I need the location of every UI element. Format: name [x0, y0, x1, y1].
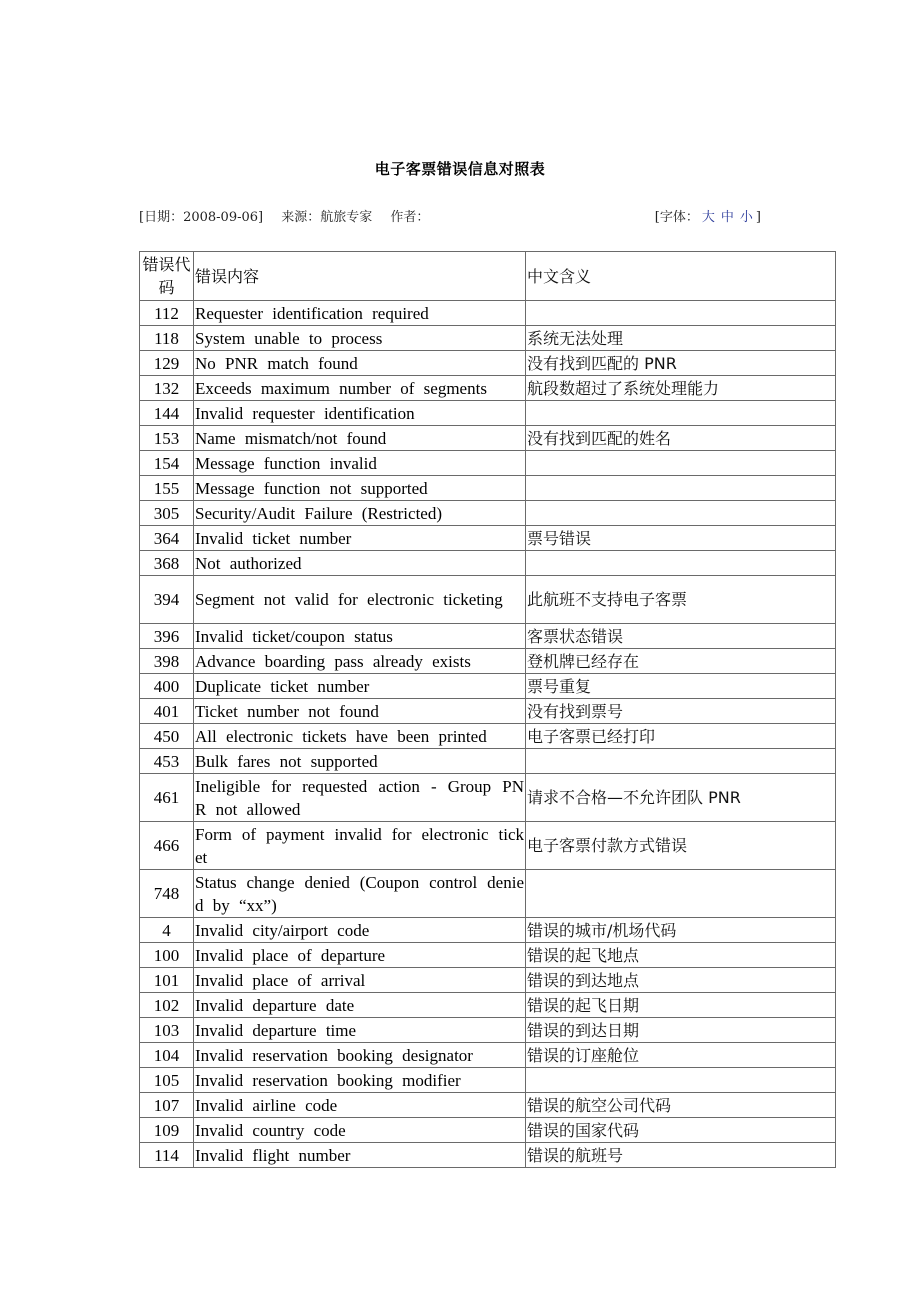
error-content-cell: Duplicate ticket number [194, 674, 526, 699]
error-code-cell: 394 [140, 576, 194, 624]
error-meaning-cell [526, 451, 836, 476]
error-code-cell: 368 [140, 551, 194, 576]
error-meaning-cell [526, 501, 836, 526]
error-meaning-cell: 错误的航空公司代码 [526, 1093, 836, 1118]
table-row [140, 401, 836, 426]
error-meaning-cell: 错误的起飞地点 [526, 943, 836, 968]
table-row [140, 476, 836, 501]
article-meta [139, 206, 761, 225]
error-code-cell: 144 [140, 401, 194, 426]
publish-date: [日期：2008-09-06] [139, 210, 264, 225]
error-meaning-cell: 错误的航班号 [526, 1143, 836, 1168]
error-code-cell: 107 [140, 1093, 194, 1118]
error-meaning-cell: 错误的国家代码 [526, 1118, 836, 1143]
table-row [140, 501, 836, 526]
error-content-cell: Invalid ticket/coupon status [194, 624, 526, 649]
error-meaning-cell [526, 870, 836, 918]
error-content-cell: Advance boarding pass already exists [194, 649, 526, 674]
table-row [140, 1118, 836, 1143]
error-meaning-cell: 客票状态错误 [526, 624, 836, 649]
error-code-cell: 103 [140, 1018, 194, 1043]
error-meaning-cell [526, 749, 836, 774]
error-code-cell: 118 [140, 326, 194, 351]
meta-left [139, 206, 443, 225]
table-row [140, 993, 836, 1018]
error-meaning-cell: 系统无法处理 [526, 326, 836, 351]
error-content-cell: No PNR match found [194, 351, 526, 376]
error-meaning-cell: 没有找到匹配的姓名 [526, 426, 836, 451]
error-content-cell: Invalid departure time [194, 1018, 526, 1043]
error-meaning-cell [526, 401, 836, 426]
error-content-cell: Invalid place of arrival [194, 968, 526, 993]
error-code-cell: 112 [140, 301, 194, 326]
table-row [140, 1093, 836, 1118]
table-row [140, 351, 836, 376]
error-content-cell: Invalid reservation booking designator [194, 1043, 526, 1068]
error-content-cell: Ticket number not found [194, 699, 526, 724]
table-row [140, 326, 836, 351]
table-row [140, 822, 836, 870]
error-content-cell: Exceeds maximum number of segments [194, 376, 526, 401]
font-size-switcher [655, 206, 761, 225]
error-meaning-cell [526, 551, 836, 576]
error-content-cell: System unable to process [194, 326, 526, 351]
error-content-cell: Requester identification required [194, 301, 526, 326]
error-code-cell: 104 [140, 1043, 194, 1068]
error-content-cell: Status change denied (Coupon control denied by “xx”) [194, 870, 526, 918]
table-row [140, 774, 836, 822]
font-size-close: ] [755, 210, 761, 225]
error-code-cell: 4 [140, 918, 194, 943]
table-row [140, 1068, 836, 1093]
error-code-cell: 401 [140, 699, 194, 724]
table-row [140, 1143, 836, 1168]
table-row [140, 624, 836, 649]
font-size-medium-link[interactable]: 中 [720, 210, 734, 225]
error-content-cell: Message function not supported [194, 476, 526, 501]
table-row [140, 451, 836, 476]
table-row [140, 551, 836, 576]
table-row [140, 870, 836, 918]
table-row [140, 699, 836, 724]
error-meaning-cell: 航段数超过了系统处理能力 [526, 376, 836, 401]
error-code-cell: 305 [140, 501, 194, 526]
error-content-cell: Invalid ticket number [194, 526, 526, 551]
error-meaning-cell [526, 301, 836, 326]
error-code-cell: 398 [140, 649, 194, 674]
error-code-cell: 400 [140, 674, 194, 699]
error-meaning-cell: 错误的到达地点 [526, 968, 836, 993]
table-row [140, 376, 836, 401]
error-code-cell: 153 [140, 426, 194, 451]
error-content-cell: Segment not valid for electronic ticketing [194, 576, 526, 624]
table-row [140, 576, 836, 624]
error-code-cell: 101 [140, 968, 194, 993]
error-code-cell: 100 [140, 943, 194, 968]
header-meaning: 中文含义 [526, 252, 836, 301]
error-code-cell: 453 [140, 749, 194, 774]
table-row [140, 968, 836, 993]
error-code-cell: 396 [140, 624, 194, 649]
error-code-cell: 109 [140, 1118, 194, 1143]
error-content-cell: Ineligible for requested action - Group PNR not allowed [194, 774, 526, 822]
error-meaning-cell: 没有找到票号 [526, 699, 836, 724]
table-row [140, 749, 836, 774]
error-code-cell: 461 [140, 774, 194, 822]
table-row [140, 674, 836, 699]
error-meaning-cell: 票号错误 [526, 526, 836, 551]
source: 来源：航旅专家 [281, 210, 373, 225]
error-code-cell: 450 [140, 724, 194, 749]
error-code-table [139, 251, 836, 1168]
error-content-cell: Invalid requester identification [194, 401, 526, 426]
error-content-cell: Not authorized [194, 551, 526, 576]
error-meaning-cell: 登机牌已经存在 [526, 649, 836, 674]
error-content-cell: Invalid departure date [194, 993, 526, 1018]
error-meaning-cell: 错误的到达日期 [526, 1018, 836, 1043]
error-code-cell: 132 [140, 376, 194, 401]
error-content-cell: Message function invalid [194, 451, 526, 476]
font-size-large-link[interactable]: 大 [701, 210, 715, 225]
author: 作者： [390, 210, 430, 225]
error-content-cell: Invalid country code [194, 1118, 526, 1143]
table-row [140, 649, 836, 674]
error-code-cell: 102 [140, 993, 194, 1018]
error-meaning-cell: 错误的起飞日期 [526, 993, 836, 1018]
error-code-cell: 748 [140, 870, 194, 918]
error-content-cell: Invalid city/airport code [194, 918, 526, 943]
error-meaning-cell [526, 476, 836, 501]
error-content-cell: Name mismatch/not found [194, 426, 526, 451]
table-row [140, 1043, 836, 1068]
error-content-cell: All electronic tickets have been printed [194, 724, 526, 749]
table-row [140, 918, 836, 943]
table-row [140, 526, 836, 551]
error-content-cell: Form of payment invalid for electronic ticket [194, 822, 526, 870]
error-content-cell: Invalid place of departure [194, 943, 526, 968]
error-content-cell: Bulk fares not supported [194, 749, 526, 774]
error-meaning-cell [526, 1068, 836, 1093]
table-row [140, 724, 836, 749]
error-code-cell: 155 [140, 476, 194, 501]
error-meaning-cell: 票号重复 [526, 674, 836, 699]
error-meaning-cell: 电子客票付款方式错误 [526, 822, 836, 870]
error-content-cell: Invalid flight number [194, 1143, 526, 1168]
header-code: 错误代码 [140, 252, 194, 301]
error-meaning-cell: 没有找到匹配的 PNR [526, 351, 836, 376]
table-row [140, 1018, 836, 1043]
table-row [140, 426, 836, 451]
error-content-cell: Security/Audit Failure (Restricted) [194, 501, 526, 526]
table-header-row [140, 252, 836, 301]
font-size-label: [字体： [654, 210, 699, 225]
error-content-cell: Invalid airline code [194, 1093, 526, 1118]
font-size-small-link[interactable]: 小 [739, 210, 753, 225]
error-code-cell: 129 [140, 351, 194, 376]
error-meaning-cell: 请求不合格—不允许团队 PNR [526, 774, 836, 822]
error-meaning-cell: 此航班不支持电子客票 [526, 576, 836, 624]
error-content-cell: Invalid reservation booking modifier [194, 1068, 526, 1093]
table-row [140, 301, 836, 326]
error-code-cell: 105 [140, 1068, 194, 1093]
table-row [140, 943, 836, 968]
error-meaning-cell: 错误的城市/机场代码 [526, 918, 836, 943]
error-meaning-cell: 电子客票已经打印 [526, 724, 836, 749]
error-code-cell: 154 [140, 451, 194, 476]
error-meaning-cell: 错误的订座舱位 [526, 1043, 836, 1068]
page-title: 电子客票错误信息对照表 [374, 160, 546, 178]
header-content: 错误内容 [194, 252, 526, 301]
error-code-cell: 364 [140, 526, 194, 551]
error-code-cell: 114 [140, 1143, 194, 1168]
error-code-cell: 466 [140, 822, 194, 870]
